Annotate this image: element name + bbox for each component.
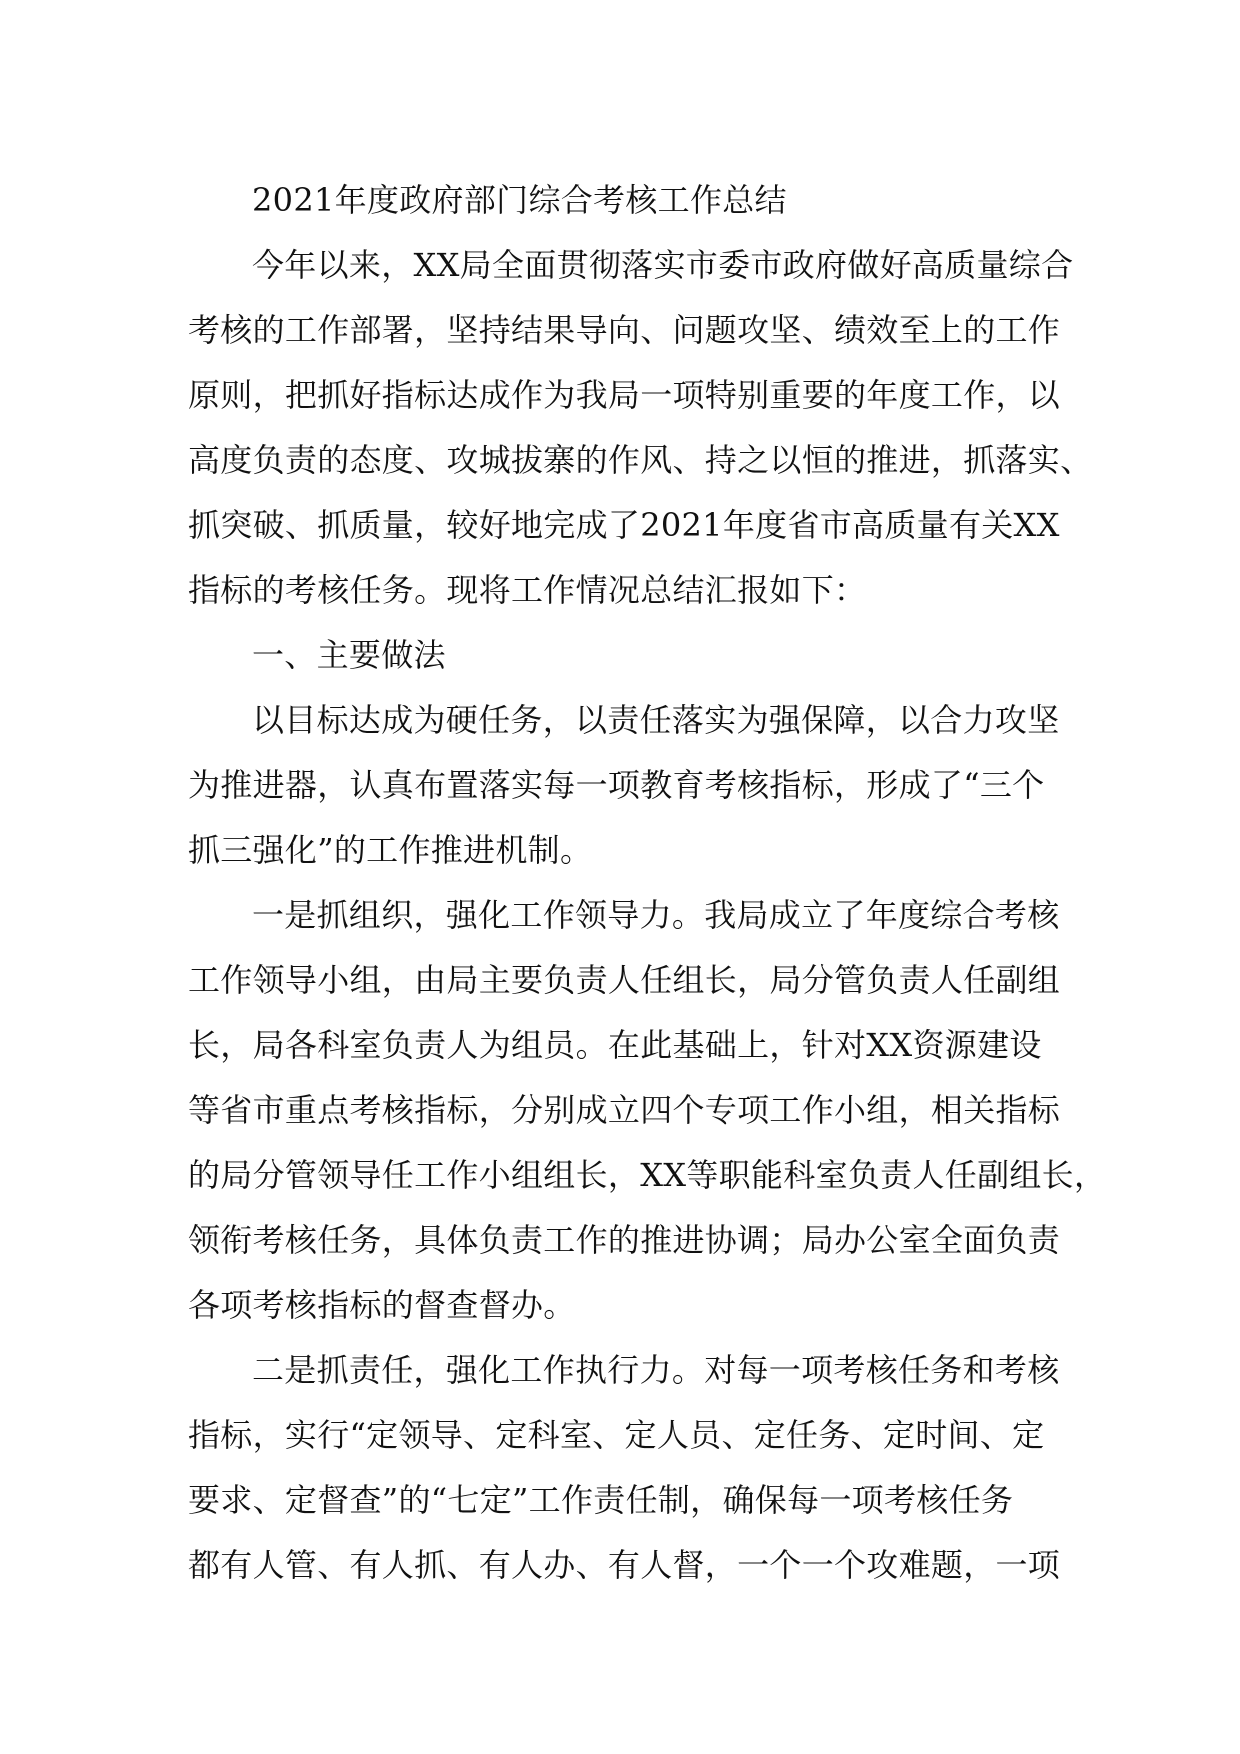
paragraph-line: 原则，把抓好指标达成作为我局一项特别重要的年度工作，以 <box>188 376 1061 414</box>
paragraph-line: 考核的工作部署，坚持结果导向、问题攻坚、绩效至上的工作 <box>188 311 1061 349</box>
paragraph-organization <box>188 883 1107 1338</box>
paragraph-line: 指标的考核任务。现将工作情况总结汇报如下： <box>188 571 867 609</box>
paragraph-line: 各项考核指标的督查督办。 <box>188 1286 576 1324</box>
paragraph-line: 抓三强化”的工作推进机制。 <box>188 831 593 869</box>
paragraph-line: 等省市重点考核指标，分别成立四个专项工作小组，相关指标 <box>188 1091 1061 1129</box>
paragraph-line: 的局分管领导任工作小组组长，XX等职能科室负责人任副组长， <box>188 1156 1107 1194</box>
paragraph-line: 抓突破、抓质量，较好地完成了2021年度省市高质量有关XX <box>188 506 1060 544</box>
paragraph-line: 一是抓组织，强化工作领导力。我局成立了年度综合考核 <box>252 896 1060 934</box>
paragraph-line: 长，局各科室负责人为组员。在此基础上，针对XX资源建设 <box>188 1026 1042 1064</box>
paragraph-line: 高度负责的态度、攻城拔寨的作风、持之以恒的推进，抓落实、 <box>188 441 1093 479</box>
paragraph-line: 今年以来，XX局全面贯彻落实市委市政府做好高质量综合 <box>252 246 1074 284</box>
paragraph-line: 工作领导小组，由局主要负责人任组长，局分管负责人任副组 <box>188 961 1061 999</box>
paragraph-line: 为推进器，认真布置落实每一项教育考核指标，形成了“三个 <box>188 766 1045 804</box>
paragraph-line: 都有人管、有人抓、有人办、有人督，一个一个攻难题，一项 <box>188 1546 1061 1584</box>
paragraph-responsibility <box>188 1338 1088 1598</box>
section-heading <box>188 623 1088 688</box>
paragraph-line: 要求、定督查”的“七定”工作责任制，确保每一项考核任务 <box>188 1481 1014 1519</box>
paragraph-line: 以目标达成为硬任务，以责任落实为强保障，以合力攻坚 <box>252 701 1060 739</box>
document-title: 2021年度政府部门综合考核工作总结 <box>252 181 787 219</box>
paragraph-line: 指标，实行“定领导、定科室、定人员、定任务、定时间、定 <box>188 1416 1045 1454</box>
paragraph-line: 领衔考核任务，具体负责工作的推进协调；局办公室全面负责 <box>188 1221 1061 1259</box>
paragraph-intro <box>188 233 1093 623</box>
document-body <box>188 168 1107 1598</box>
paragraph-line: 二是抓责任，强化工作执行力。对每一项考核任务和考核 <box>252 1351 1060 1389</box>
section-heading-text: 一、主要做法 <box>252 636 446 674</box>
paragraph-overview <box>188 688 1088 883</box>
